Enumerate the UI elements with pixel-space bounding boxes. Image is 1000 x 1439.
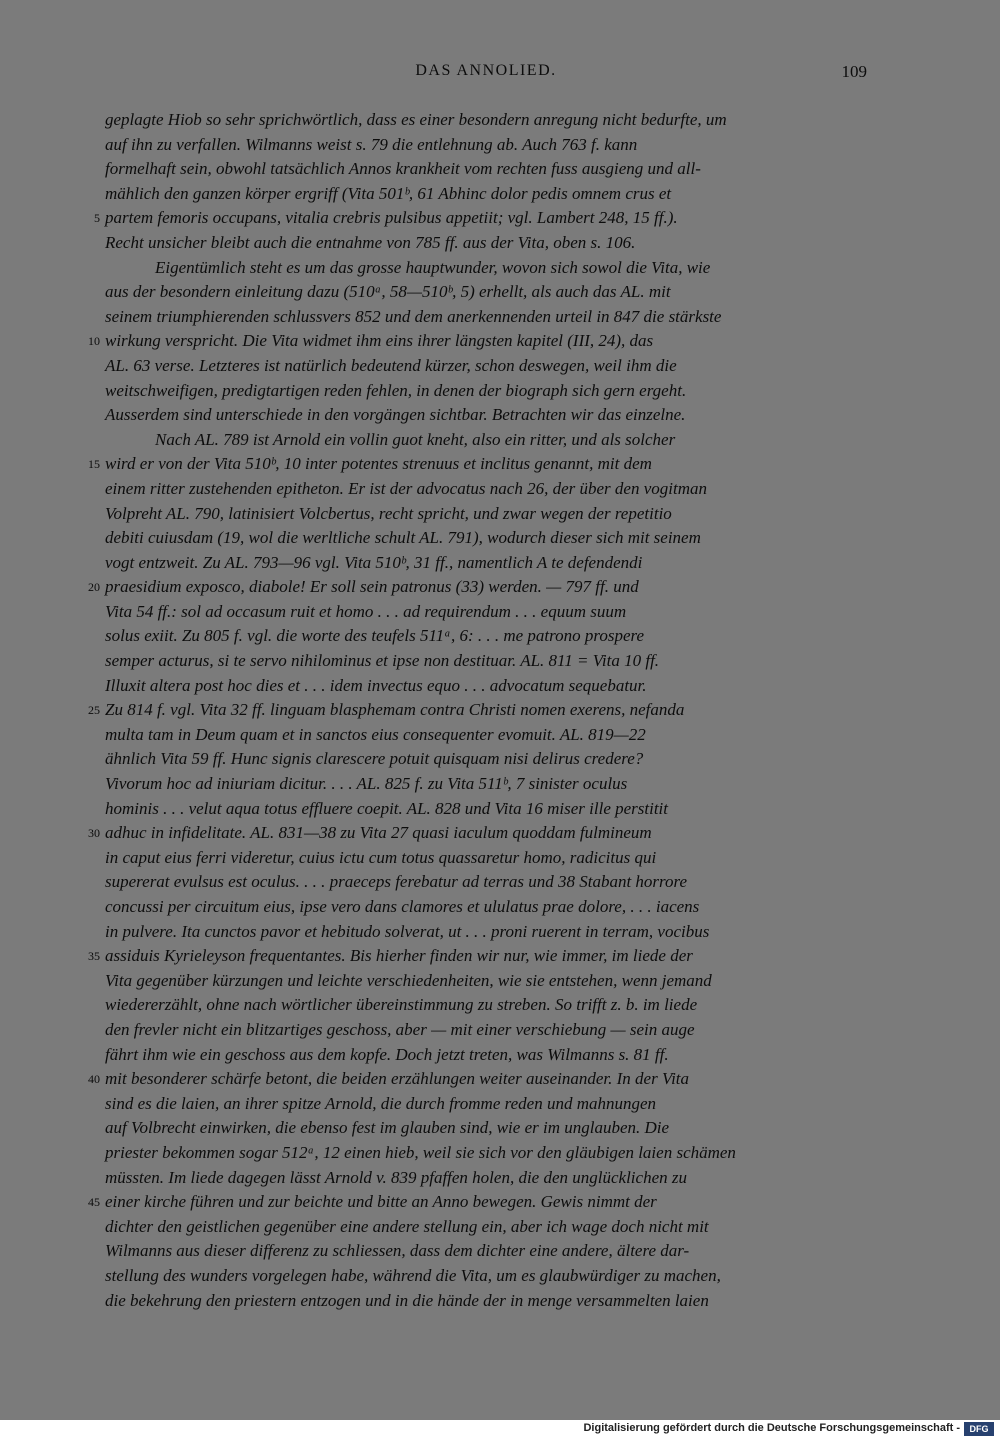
page-number: 109	[841, 62, 867, 81]
line-text: debiti cuiusdam (19, wol die werltliche schult AL. 791), wodurch dieser sich mit seinem	[105, 528, 701, 548]
line-text: semper acturus, si te servo nihilominus et ipse non destituar. AL. 811 = Vita 10 ff.	[105, 651, 660, 671]
line-text: auf Volbrecht einwirken, die ebenso fest im glauben sind, wie er im unglauben. Die	[105, 1118, 670, 1138]
line-text: Recht unsicher bleibt auch die entnahme von 785 ff. aus der Vita, oben s. 106.	[105, 232, 636, 252]
text-line	[105, 1264, 867, 1289]
text-line	[105, 772, 867, 797]
line-text: vogt entzweit. Zu AL. 793—96 vgl. Vita 510ᵇ, 31 ff., namentlich A te defendendi	[105, 552, 643, 572]
text-line	[105, 993, 867, 1018]
line-text: Illuxit altera post hoc dies et . . . idem invectus equo . . . advocatum sequebatur.	[105, 675, 647, 695]
text-line	[88, 1190, 867, 1215]
line-text: assiduis Kyrieleyson frequentantes. Bis hierher finden wir nur, wie immer, im liede der	[105, 946, 693, 966]
text-line	[105, 133, 867, 158]
line-text: partem femoris occupans, vitalia crebris pulsibus appetiit; vgl. Lambert 248, 15 ff.).	[105, 208, 678, 228]
line-text: formelhaft sein, obwohl tatsächlich Annos krankheit vom rechten fuss ausgieng und all-	[105, 159, 701, 179]
line-text: concussi per circuitum eius, ipse vero dans clamores et ululatus prae dolore, . . . iacens	[105, 897, 700, 916]
line-text: priester bekommen sogar 512ᵃ, 12 einen hieb, weil sie sich vor den gläubigen laien schämen	[105, 1142, 736, 1162]
line-text: adhuc in infidelitate. AL. 831—38 zu Vita 27 quasi iaculum quoddam fulmineum	[105, 823, 652, 843]
line-text: geplagte Hiob so sehr sprichwörtlich, dass es einer besondern anregung nicht bedurfte, um	[105, 110, 727, 129]
line-number: 10	[88, 334, 100, 349]
text-line	[105, 526, 867, 551]
text-line	[88, 452, 867, 477]
line-text: Eigentümlich steht es um das grosse hauptwunder, wovon sich sowol die Vita, wie	[155, 257, 711, 277]
text-line	[105, 1289, 867, 1314]
text-line	[105, 846, 867, 871]
line-text: mit besonderer schärfe betont, die beiden erzählungen weiter auseinander. In der Vita	[105, 1069, 690, 1089]
line-text: hominis . . . velut aqua totus effluere coepit. AL. 828 und Vita 16 miser ille perstitit	[105, 798, 669, 818]
line-text: supererat evulsus est oculus. . . . praeceps ferebatur ad terras und 38 Stabant horrore	[105, 872, 688, 892]
line-text: den frevler nicht ein blitzartiges geschoss, aber — mit einer verschiebung — sein auge	[105, 1019, 695, 1039]
text-line	[105, 477, 867, 502]
line-text: mählich den ganzen körper ergriff (Vita 501ᵇ, 61 Abhinc dolor pedis omnem crus et	[105, 183, 672, 203]
text-line	[105, 870, 867, 895]
line-text: multa tam in Deum quam et in sanctos eius consequenter evomuit. AL. 819—22	[105, 724, 646, 744]
text-line	[105, 1166, 867, 1191]
text-line	[105, 256, 867, 281]
line-number: 25	[88, 703, 100, 718]
line-text: einer kirche führen und zur beichte und bitte an Anno bewegen. Gewis nimmt der	[105, 1192, 657, 1212]
text-line	[105, 231, 867, 256]
text-line	[88, 575, 867, 600]
line-text: Volpreht AL. 790, latinisiert Volcbertus, recht spricht, und zwar wegen der repetitio	[105, 503, 672, 523]
line-number: 40	[88, 1072, 100, 1087]
line-number: 35	[88, 949, 100, 964]
text-line	[105, 305, 867, 330]
line-text: Vita 54 ff.: sol ad occasum ruit et homo . . . ad requirendum . . . equum suum	[105, 601, 627, 621]
line-text: in caput eius ferri videretur, cuius ictu cum totus quassaretur homo, radicitus qui	[105, 847, 657, 867]
text-line	[88, 944, 867, 969]
text-line	[105, 108, 867, 133]
text-line	[105, 403, 867, 428]
running-title: DAS ANNOLIED.	[415, 62, 557, 79]
text-line	[105, 920, 867, 945]
line-text: auf ihn zu verfallen. Wilmanns weist s. 79 die entlehnung ab. Auch 763 f. kann	[105, 134, 638, 154]
line-text: die bekehrung den priestern entzogen und in die hände der in menge versammelten laien	[105, 1290, 709, 1310]
text-line	[88, 329, 867, 354]
line-text: einem ritter zustehenden epitheton. Er ist der advocatus nach 26, der über den vogitman	[105, 478, 707, 498]
text-line	[88, 698, 867, 723]
line-text: dichter den geistlichen gegenüber eine andere stellung ein, aber ich wage doch nicht mit	[105, 1216, 709, 1236]
line-text: praesidium exposco, diabole! Er soll sein patronus (33) werden. — 797 ff. und	[105, 577, 639, 597]
line-text: wirkung verspricht. Die Vita widmet ihm eins ihrer längsten kapitel (III, 24), das	[105, 331, 654, 351]
text-line	[105, 182, 867, 207]
text-line	[105, 895, 867, 920]
line-number: 5	[94, 211, 100, 226]
text-line	[105, 1215, 867, 1240]
line-text: aus der besondern einleitung dazu (510ᵃ, 58—510ᵇ, 5) erhellt, als auch das AL. mit	[105, 282, 671, 302]
text-line	[94, 206, 867, 231]
line-text: stellung des wunders vorgelegen habe, während die Vita, um es glaubwürdiger zu machen,	[105, 1265, 721, 1285]
line-text: wiedererzählt, ohne nach wörtlicher übereinstimmung zu streben. So trifft z. b. im liede	[105, 995, 698, 1015]
line-text: Vita gegenüber kürzungen und leichte verschiedenheiten, wie sie entstehen, wenn jemand	[105, 970, 712, 990]
line-number: 45	[88, 1195, 100, 1210]
line-text: ähnlich Vita 59 ff. Hunc signis clarescere potuit quisquam nisi delirus credere?	[105, 749, 644, 769]
running-head	[105, 62, 867, 88]
text-line	[105, 1043, 867, 1068]
line-text: Wilmanns aus dieser differenz zu schliessen, dass dem dichter eine andere, ältere dar-	[105, 1241, 690, 1261]
body-text	[88, 108, 867, 1313]
line-number: 15	[88, 457, 100, 472]
line-text: fährt ihm wie ein geschoss aus dem kopfe. Doch jetzt treten, was Wilmanns s. 81 ff.	[105, 1044, 669, 1064]
text-line	[105, 1239, 867, 1264]
text-line	[105, 502, 867, 527]
text-line	[105, 551, 867, 576]
line-text: wird er von der Vita 510ᵇ, 10 inter potentes strenuus et inclitus genannt, mit dem	[105, 454, 652, 474]
line-number: 20	[88, 580, 100, 595]
text-line	[105, 600, 867, 625]
text-line	[105, 157, 867, 182]
text-line	[105, 1018, 867, 1043]
text-line	[105, 723, 867, 748]
line-text: Vivorum hoc ad iniuriam dicitur. . . . AL. 825 f. zu Vita 511ᵇ, 7 sinister oculus	[105, 774, 628, 794]
text-line	[105, 747, 867, 772]
line-text: weitschweifigen, predigtartigen reden fehlen, in denen der biograph sich gern ergeht.	[105, 380, 687, 400]
text-line	[105, 624, 867, 649]
text-line	[105, 1116, 867, 1141]
text-line	[105, 969, 867, 994]
line-text: solus exiit. Zu 805 f. vgl. die worte des teufels 511ᵃ, 6: . . . me patrono prospere	[105, 626, 645, 646]
line-number: 30	[88, 826, 100, 841]
line-text: seinem triumphierenden schlussvers 852 und dem anerkennenden urteil in 847 die stärkste	[105, 306, 722, 326]
line-text: AL. 63 verse. Letzteres ist natürlich bedeutend kürzer, schon deswegen, weil ihm die	[105, 355, 677, 375]
text-line	[105, 280, 867, 305]
line-text: sind es die laien, an ihrer spitze Arnold, die durch fromme reden und mahnungen	[105, 1093, 657, 1113]
line-text: Nach AL. 789 ist Arnold ein vollin guot kneht, also ein ritter, und als solcher	[155, 429, 676, 449]
text-line	[105, 1092, 867, 1117]
digitization-footer	[0, 1420, 1000, 1439]
text-line	[105, 354, 867, 379]
line-text: Ausserdem sind unterschiede in den vorgängen sichtbar. Betrachten wir das einzelne.	[105, 405, 686, 425]
text-line	[105, 1141, 867, 1166]
line-text: Zu 814 f. vgl. Vita 32 ff. linguam blasphemam contra Christi nomen exerens, nefanda	[105, 700, 685, 720]
text-line	[88, 821, 867, 846]
text-line	[105, 649, 867, 674]
text-line	[88, 1067, 867, 1092]
text-line	[105, 379, 867, 404]
line-text: müssten. Im liede dagegen lässt Arnold v. 839 pfaffen holen, die den unglücklichen zu	[105, 1167, 687, 1187]
text-line	[105, 428, 867, 453]
text-line	[105, 674, 867, 699]
line-text: in pulvere. Ita cunctos pavor et hebitudo solverat, ut . . . proni ruerent in terram, vocibus	[105, 921, 710, 941]
dfg-logo: DFG	[964, 1422, 994, 1436]
text-line	[105, 797, 867, 822]
funding-credit: Digitalisierung gefördert durch die Deutsche Forschungsgemeinschaft -	[583, 1422, 960, 1434]
